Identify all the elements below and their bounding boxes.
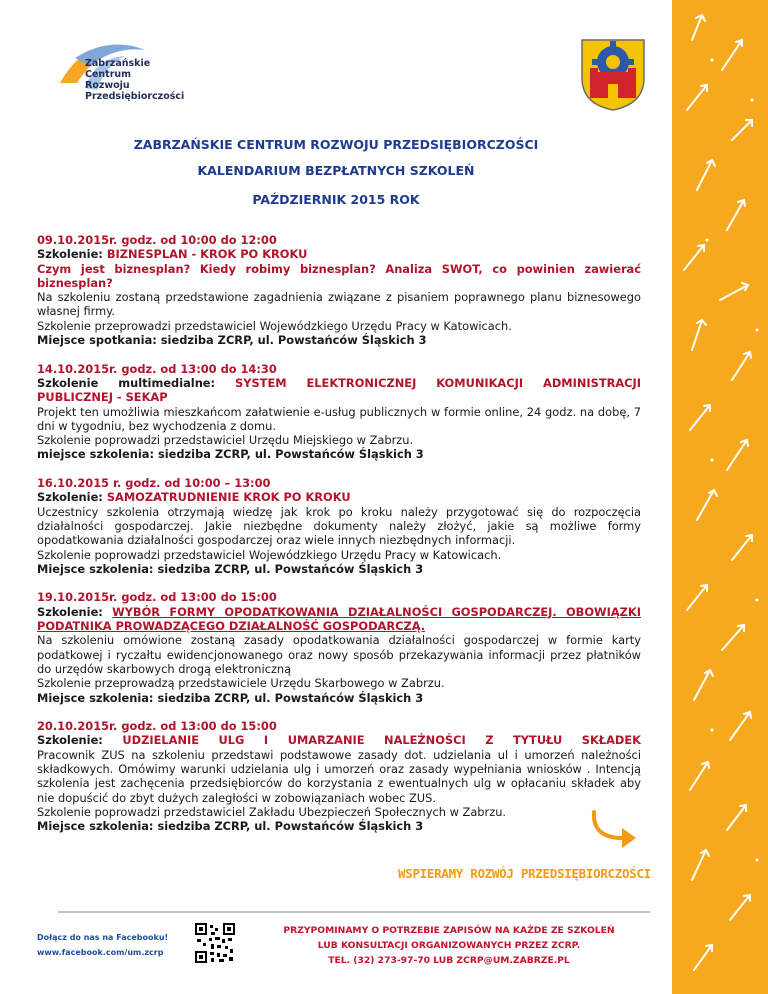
event-description: Uczestnicy szkolenia otrzymają wiedzę jak krok po kroku należy przygotować się do rozpoczęcia działalności gospodarczej. Jakie niezbędne dokumenty należy złożyć, jakie są możliwe formy opodatkowania działalności gospodarczej oraz wiele innych niezbędnych informacji. — [37, 504, 641, 548]
logo-line-1: Zabrzańskie — [85, 58, 151, 69]
event-place: Miejsce szkolenia: siedziba ZCRP, ul. Powstańców Śląskich 3 — [37, 819, 424, 834]
qr-code-icon — [195, 923, 235, 963]
event-description: Na szkoleniu omówione zostaną zasady opodatkowania działalności gospodarczej w formie karty podatkowej i ryczałtu ewidencjonowanego oraz nowy sposób przekazywania informacji przez płatników do urzędów skarbowych drogą elektroniczną — [37, 633, 641, 676]
event-lecturer: Szkolenie poprowadzi przedstawiciel Urzędu Miejskiego w Zabrzu. — [37, 433, 414, 448]
registration-reminder — [258, 923, 640, 968]
footer-divider — [58, 911, 650, 913]
event-topic: WYBÓR FORMY OPODATKOWANIA DZIAŁALNOŚCI GOSPODARCZEJ. OBOWIĄZKI PODATNIKA PROWADZĄCEGO DZIAŁALNOŚĆ GOSPODARCZĄ. — [37, 604, 641, 634]
reminder-line-2: LUB KONSULTACJI ORGANIZOWANYCH PRZEZ ZCRP. — [317, 940, 581, 951]
month-title: PAŹDZIERNIK 2015 ROK — [252, 192, 420, 207]
reminder-line-1: PRZYPOMINAMY O POTRZEBIE ZAPISÓW NA KAŻDE ZE SZKOLEŃ — [283, 925, 615, 936]
event-question: Czym jest biznesplan? Kiedy robimy biznesplan? Analiza SWOT, co powinien zawierać biznesplan? — [37, 261, 641, 290]
event-place: miejsce szkolenia: siedziba ZCRP, ul. Powstańców Śląskich 3 — [37, 447, 424, 462]
event-lecturer: Szkolenie przeprowadzi przedstawiciel Wojewódzkiego Urzędu Pracy w Katowicach. — [37, 318, 512, 333]
logo-text — [85, 58, 184, 102]
logo-line-3: Rozwoju — [85, 80, 130, 91]
logo-line-2: Centrum — [85, 69, 132, 80]
event-place: Miejsce szkolenia: siedziba ZCRP, ul. Powstańców Śląskich 3 — [37, 561, 424, 576]
event-item — [37, 719, 641, 833]
event-label: Szkolenie: — [37, 247, 107, 262]
event-date: 09.10.2015r. godz. od 10:00 do 12:00 — [37, 233, 277, 247]
event-date: 14.10.2015r. godz. od 13:00 do 14:30 — [37, 361, 277, 376]
event-topic: UDZIELANIE ULG I UMARZANIE NALEŻNOŚCI Z TYTUŁU SKŁADEK — [122, 733, 641, 748]
event-lecturer: Szkolenie poprowadzi przedstawiciel Wojewódzkiego Urzędu Pracy w Katowicach. — [37, 547, 502, 562]
event-topic: SYSTEM ELEKTRONICZNEJ KOMUNIKACJI ADMINISTRACJI PUBLICZNEJ - SEKAP — [37, 375, 642, 405]
event-lecturer: Szkolenie poprowadzi przedstawiciel Zakładu Ubezpieczeń Społecznych w Zabrzu. — [37, 804, 507, 819]
facebook-link[interactable]: www.facebook.com/um.zcrp — [37, 948, 164, 957]
event-topic: SAMOZATRUDNIENIE KROK PO KROKU — [106, 490, 351, 505]
event-item — [37, 590, 641, 704]
facebook-invite: Dołącz do nas na Facebooku! — [37, 933, 169, 942]
org-heading: ZABRZAŃSKIE CENTRUM ROZWOJU PRZEDSIĘBIORCZOŚCI — [133, 137, 539, 152]
event-description: Projekt ten umożliwia mieszkańcom załatwienie e-usług publicznych w formie online, 24 godz. na dobę, 7 dni w tygodniu, bez wychodzenia z domu. — [37, 404, 641, 433]
event-lecturer: Szkolenie przeprowadzą przedstawiciele Urzędu Skarbowego w Zabrzu. — [37, 676, 445, 691]
event-date: 16.10.2015 r. godz. od 10:00 – 13:00 — [37, 476, 271, 491]
slogan: WSPIERAMY ROZWÓJ PRZEDSIĘBIORCZOŚCI — [398, 866, 651, 881]
calendar-title: KALENDARIUM BEZPŁATNYCH SZKOLEŃ — [197, 163, 475, 178]
event-description: Pracownik ZUS na szkoleniu przedstawi podstawowe zasady dot. udzielania ul i umorzeń należności składkowych. Omówimy warunki udzielania ulg i umorzeń oraz zasady wypełniania wniosków . Intencją szkolenia jest zachęcenia przedsiębiorców do korzystania z ewentualnych ulg w opłacaniu składek aby nie dopuścić do zbyt dużych zaległości w zobowiązaniach wobec ZUS. — [37, 747, 641, 805]
zabrze-crest-icon — [580, 38, 646, 112]
event-place: Miejsce spotkania: siedziba ZCRP, ul. Powstańców Śląskich 3 — [37, 333, 427, 348]
reminder-contact[interactable]: TEL. (32) 273-97-70 LUB ZCRP@UM.ZABRZE.PL — [328, 955, 570, 966]
decorative-arrow-stripe — [672, 0, 768, 994]
event-description: Na szkoleniu zostaną przedstawione zagadnienia związane z pisaniem poprawnego planu biznesowego własnej firmy. — [37, 290, 641, 319]
event-label: Szkolenie: — [37, 733, 123, 748]
event-item — [37, 476, 641, 576]
logo-line-4: Przedsiębiorczości — [85, 91, 185, 102]
curved-arrow-icon — [588, 808, 642, 852]
event-label: Szkolenie: — [37, 490, 107, 505]
event-item — [37, 362, 641, 462]
event-place: Miejsce szkolenia: siedziba ZCRP, ul. Powstańców Śląskich 3 — [37, 690, 424, 705]
facebook-info — [37, 930, 168, 960]
event-label: Szkolenie: — [37, 604, 113, 619]
events-list — [37, 233, 641, 848]
event-label: Szkolenie multimedialne: — [37, 375, 236, 390]
event-date: 20.10.2015r. godz. od 13:00 do 15:00 — [37, 719, 277, 734]
arrows-decoration-icon — [672, 0, 768, 994]
event-topic: BIZNESPLAN - KROK PO KROKU — [106, 247, 308, 262]
event-item — [37, 233, 641, 347]
event-date: 19.10.2015r. godz. od 13:00 do 15:00 — [37, 590, 277, 605]
